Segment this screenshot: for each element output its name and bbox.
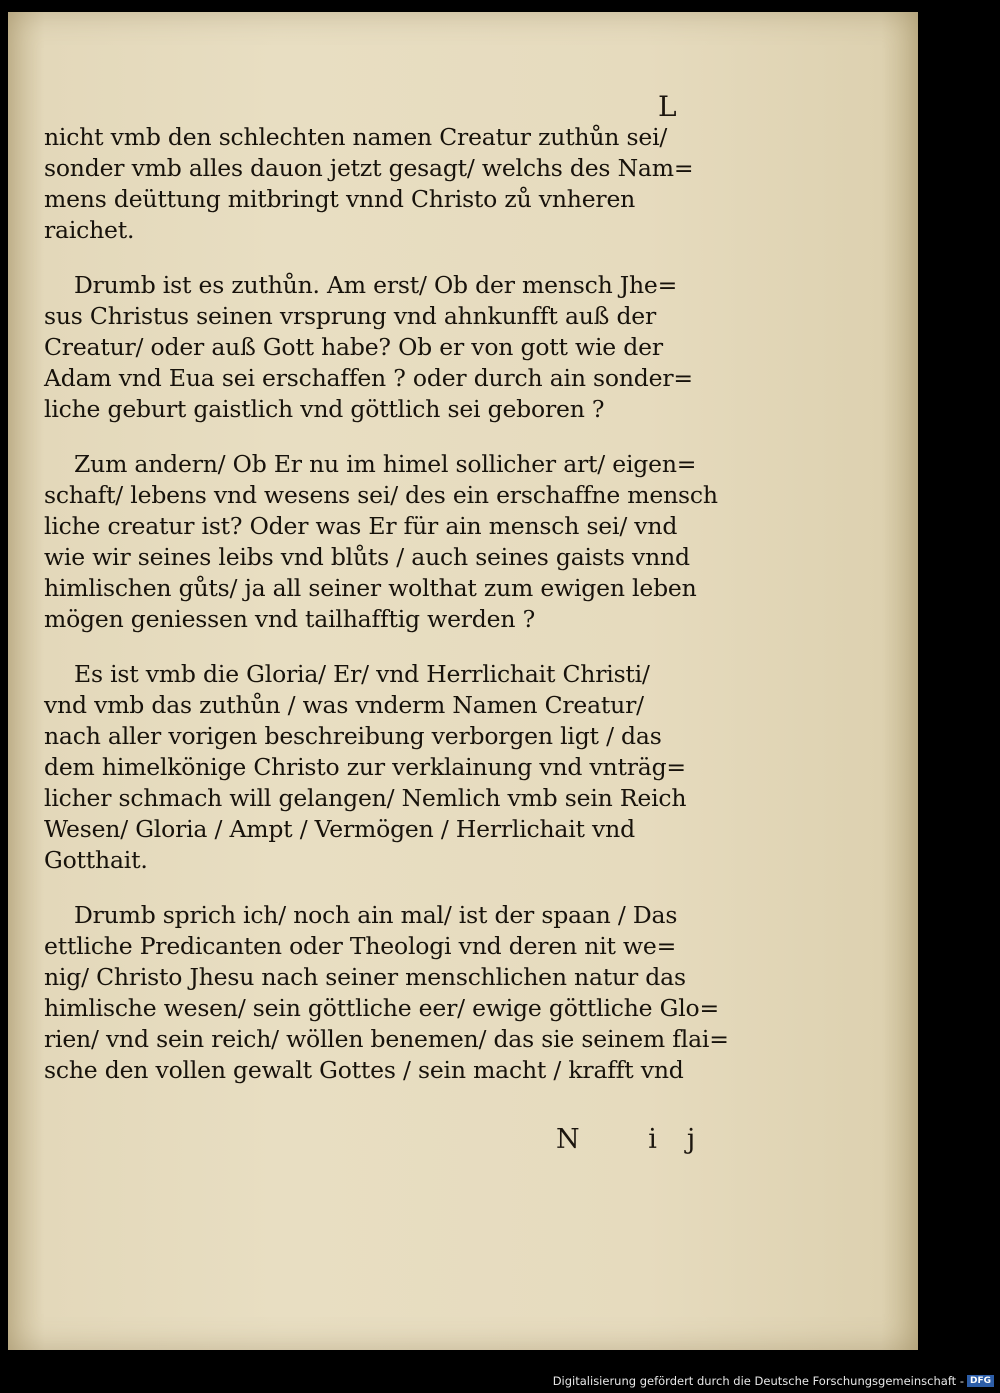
text-line: Creatur/ oder auß Gott habe? Ob er von gott wie der: [44, 333, 663, 361]
paragraph-1: [44, 122, 724, 246]
text-line: rien/ vnd sein reich/ wöllen benemen/ das sie seinem flai=: [44, 1025, 729, 1053]
text-line: mögen geniessen vnd tailhafftig werden ?: [44, 605, 535, 633]
text-line: liche geburt gaistlich vnd göttlich sei geboren ?: [44, 395, 605, 423]
text-line: mens deüttung mitbringt vnnd Christo zů vnheren: [44, 185, 636, 213]
text-line: nig/ Christo Jhesu nach seiner menschlichen natur das: [44, 963, 686, 991]
paragraph-2: [44, 270, 724, 425]
digitization-credit: [553, 1372, 994, 1390]
text-line: ettliche Predicanten oder Theologi vnd deren nit we=: [44, 932, 677, 960]
text-line: liche creatur ist? Oder was Er für ain mensch sei/ vnd: [44, 512, 678, 540]
text-line: himlischen gůts/ ja all seiner wolthat zum ewigen leben: [44, 574, 697, 602]
text-line: nicht vmb den schlechten namen Creatur zuthůn sei/: [44, 123, 668, 151]
text-line: Gotthait.: [44, 846, 148, 874]
folio-number: L: [658, 90, 677, 123]
paragraph-3: [44, 449, 724, 635]
credit-text: Digitalisierung gefördert durch die Deutsche Forschungsgemeinschaft -: [552, 1374, 964, 1388]
paragraph-5: [44, 900, 729, 1086]
book-page: [8, 12, 918, 1350]
text-line: schaft/ lebens vnd wesens sei/ des ein erschaffne mensch: [44, 481, 718, 509]
text-line: Drumb sprich ich/ noch ain mal/ ist der spaan / Das: [74, 901, 678, 929]
paragraph-4: [44, 659, 724, 876]
text-line: sus Christus seinen vrsprung vnd ahnkunfft auß der: [44, 302, 657, 330]
dfg-logo-icon: DFG: [967, 1375, 994, 1387]
text-line: Wesen/ Gloria / Ampt / Vermögen / Herrlichait vnd: [44, 815, 635, 843]
signature-mark: N ij: [556, 1124, 726, 1155]
text-line: sche den vollen gewalt Gottes / sein macht / krafft vnd: [44, 1056, 684, 1084]
text-line: Zum andern/ Ob Er nu im himel sollicher art/ eigen=: [74, 450, 697, 478]
text-line: Es ist vmb die Gloria/ Er/ vnd Herrlichait Christi/: [74, 660, 650, 688]
text-line: raichet.: [44, 216, 135, 244]
text-line: Adam vnd Eua sei erschaffen ? oder durch ain sonder=: [44, 364, 693, 392]
text-line: dem himelkönige Christo zur verklainung vnd vnträg=: [44, 753, 686, 781]
text-line: wie wir seines leibs vnd blůts / auch seines gaists vnnd: [44, 543, 690, 571]
text-line: nach aller vorigen beschreibung verborgen ligt / das: [44, 722, 662, 750]
text-line: licher schmach will gelangen/ Nemlich vmb sein Reich: [44, 784, 687, 812]
text-line: sonder vmb alles dauon jetzt gesagt/ welchs des Nam=: [44, 154, 694, 182]
text-line: himlische wesen/ sein göttliche eer/ ewige göttliche Glo=: [44, 994, 719, 1022]
text-line: Drumb ist es zuthůn. Am erst/ Ob der mensch Jhe=: [74, 271, 678, 299]
page-text: [44, 122, 729, 1110]
text-line: vnd vmb das zuthůn / was vnderm Namen Creatur/: [44, 691, 644, 719]
